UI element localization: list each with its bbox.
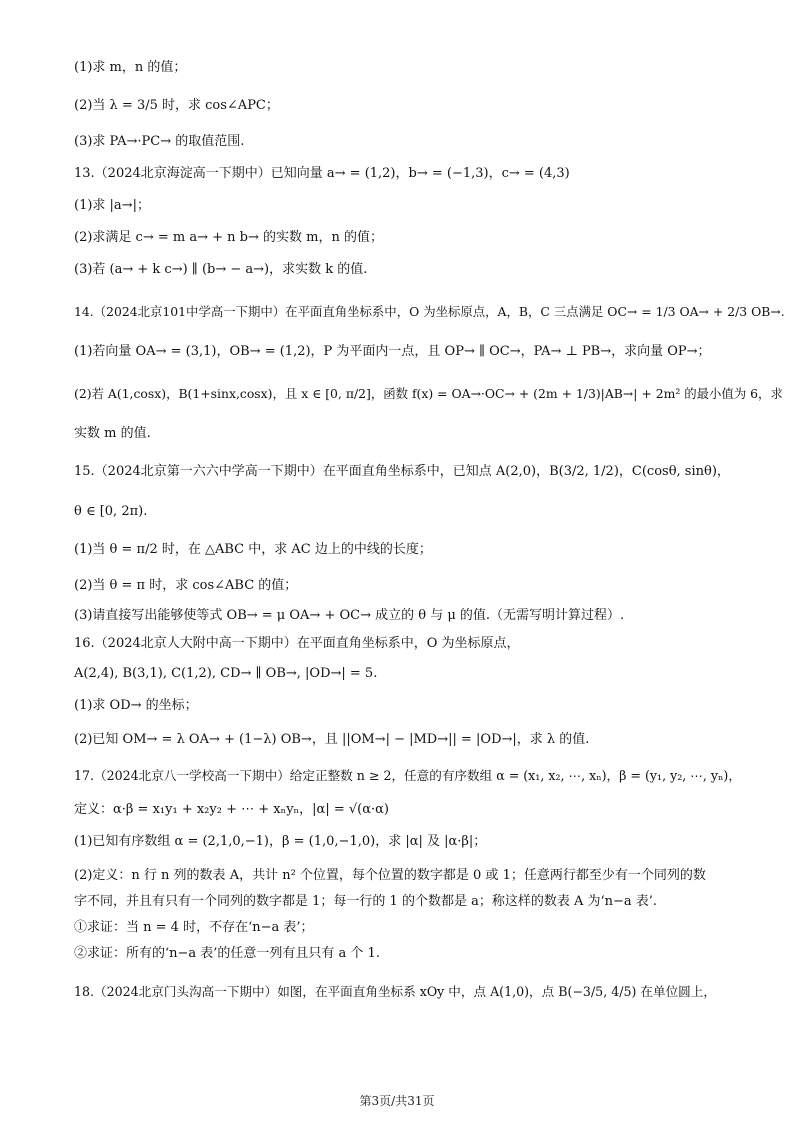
q12-part2: (2)当 λ = 3/5 时，求 cos∠APC； xyxy=(74,98,279,113)
q13-part3: (3)若 (a→ + k c→) ∥ (b→ − a→)，求实数 k 的值. xyxy=(74,262,368,277)
q18-stem: 18.（2024北京门头沟高一下期中）如图，在平面直角坐标系 xOy 中，点 A(1,0)，点 B(−3/5, 4/5) 在单位圆上， xyxy=(74,984,716,999)
q13-part1: (1)求 |a→|； xyxy=(74,198,150,213)
q16-stem-cont: A(2,4), B(3,1), C(1,2), CD→ ∥ OB→, |OD→| = 5. xyxy=(74,666,378,681)
q17-definition: 定义：α·β = x₁y₁ + x₂y₂ + ⋯ + xₙyₙ，|α| = √(α·α) xyxy=(74,802,389,817)
q14-part1: (1)若向量 OA→ = (3,1)，OB→ = (1,2)，P 为平面内一点，且 OP→ ∥ OC→，PA→ ⊥ PB→，求向量 OP→； xyxy=(74,344,711,359)
q15-part3: (3)请直接写出能够使等式 OB→ = μ OA→ + OC→ 成立的 θ 与 μ 的值.（无需写明计算过程）. xyxy=(74,608,625,623)
q14-part2: (2)若 A(1,cosx)，B(1+sinx,cosx)，且 x ∈ [0, π/2]，函数 f(x) = OA→·OC→ + (2m + 1/3)|AB→| + 2m² 的最小值为 6，求 xyxy=(74,386,783,401)
q14-stem: 14.（2024北京101中学高一下期中）在平面直角坐标系中，O 为坐标原点，A，B，C 三点满足 OC→ = 1/3 OA→ + 2/3 OB→. xyxy=(74,304,785,319)
q15-stem-cont: θ ∈ [0, 2π). xyxy=(74,504,148,519)
q17-part2-proof1: ①求证：当 n = 4 时，不存在‘n−a 表’； xyxy=(74,920,314,935)
q15-part1: (1)当 θ = π/2 时，在 △ABC 中，求 AC 边上的中线的长度； xyxy=(74,542,432,557)
q12-part1: (1)求 m，n 的值； xyxy=(74,60,187,75)
q17-part2: (2)定义：n 行 n 列的数表 A，共计 n² 个位置，每个位置的数字都是 0 或 1；任意两行都至少有一个同列的数 xyxy=(74,868,706,883)
q13-stem: 13.（2024北京海淀高一下期中）已知向量 a→ = (1,2)，b→ = (−1,3)，c→ = (4,3) xyxy=(74,166,570,181)
q15-part2: (2)当 θ = π 时，求 cos∠ABC 的值； xyxy=(74,578,298,593)
page-footer: 第3页/共31页 xyxy=(359,1094,435,1108)
q17-part2-cont: 字不同，并且有只有一个同列的数字都是 1；每一行的 1 的个数都是 a；称这样的数表 A 为‘n−a 表’. xyxy=(74,894,658,909)
q14-part2-cont: 实数 m 的值. xyxy=(74,426,151,441)
q17-part1: (1)已知有序数组 α = (2,1,0,−1)，β = (1,0,−1,0)，求 |α| 及 |α·β|； xyxy=(74,834,487,849)
q16-stem: 16.（2024北京人大附中高一下期中）在平面直角坐标系中，O 为坐标原点， xyxy=(74,636,520,651)
q16-part2: (2)已知 OM→ = λ OA→ + (1−λ) OB→，且 ||OM→| − |MD→|| = |OD→|，求 λ 的值. xyxy=(74,732,590,747)
q16-part1: (1)求 OD→ 的坐标； xyxy=(74,698,198,713)
q13-part2: (2)求满足 c→ = m a→ + n b→ 的实数 m，n 的值； xyxy=(74,230,383,245)
q15-stem: 15.（2024北京第一六六中学高一下期中）在平面直角坐标系中，已知点 A(2,0)，B(3/2, 1/2)，C(cosθ, sinθ)， xyxy=(74,464,730,479)
q17-part2-proof2: ②求证：所有的‘n−a 表’的任意一列有且只有 a 个 1. xyxy=(74,946,380,961)
q12-part3: (3)求 PA→·PC→ 的取值范围. xyxy=(74,134,245,149)
q17-stem: 17.（2024北京八一学校高一下期中）给定正整数 n ≥ 2，任意的有序数组 α = (x₁, x₂, ⋯, xₙ)，β = (y₁, y₂, ⋯, yₙ)， xyxy=(74,768,741,783)
